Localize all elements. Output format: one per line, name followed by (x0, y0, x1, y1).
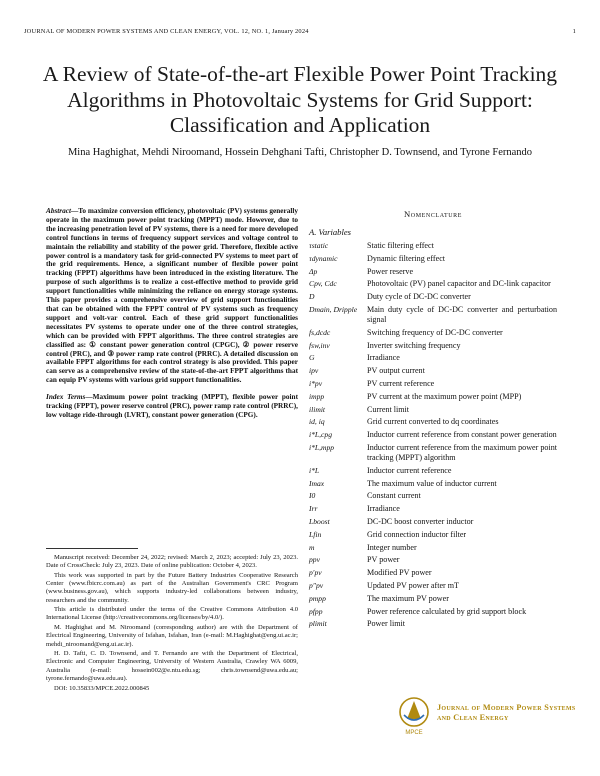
nomenclature-definition: The maximum value of inductor current (367, 478, 497, 488)
nomenclature-definition: Inductor current reference (367, 465, 452, 475)
running-header (24, 28, 576, 40)
nomenclature-entry (309, 479, 557, 489)
nomenclature-symbol: Imax (309, 478, 325, 488)
nomenclature-definition: Current limit (367, 404, 410, 414)
nomenclature-entry (309, 305, 557, 325)
nomenclature-symbol: i*L,cpg (309, 430, 332, 440)
nomenclature-symbol: ilimit (309, 404, 326, 414)
nomenclature-entry (309, 379, 557, 389)
abstract-label: Abstract (46, 207, 71, 215)
nomenclature-definition: PV current at the maximum power point (MPP) (367, 391, 522, 401)
nomenclature-definition: Irradiance (367, 504, 400, 514)
publisher-name-line1: Journal of Modern Power Systems (437, 703, 576, 712)
nomenclature-symbol: p″pv (309, 580, 324, 590)
abstract (46, 207, 298, 385)
nomenclature-definition: Power reserve (367, 266, 414, 276)
nomenclature-symbol: i*pv (309, 378, 323, 388)
nomenclature-entry (309, 279, 557, 289)
footnotes (46, 554, 298, 695)
nomenclature-entry (309, 619, 557, 629)
nomenclature-symbol: pmpp (309, 593, 326, 603)
footnote-license: This article is distributed under the terms of the Creative Commons Attribution 4.0 International License (http://creativecommons.org/licenses/by/4.0/). (46, 606, 298, 622)
nomenclature-definition: Duty cycle of DC-DC converter (367, 292, 471, 302)
nomenclature-symbol: Lboost (309, 516, 330, 526)
nomenclature-definition: Dynamic filtering effect (367, 253, 446, 263)
paper-title: A Review of State-of-the-art Flexible Power Point Tracking Algorithms in Photovoltaic Systems for Grid Support: Classification and Application (42, 62, 558, 137)
nomenclature-symbol: Dmain, Dripple (309, 304, 358, 314)
nomenclature-symbol: ipv (309, 366, 319, 376)
doi: DOI: 10.35833/MPCE.2022.000845 (54, 685, 150, 693)
nomenclature-symbol: plimit (309, 619, 327, 629)
nomenclature-symbol: Δp (309, 266, 318, 276)
nomenclature-symbol: I0 (309, 491, 316, 501)
nomenclature-definition: Inductor current reference from constant power generation (367, 430, 557, 440)
nomenclature-entry (309, 267, 557, 277)
nomenclature-definition: Integer number (367, 542, 417, 552)
publisher-logo-icon (395, 695, 433, 737)
nomenclature-definition: Power reference calculated by grid support block (367, 606, 527, 616)
nomenclature-definition: Photovoltaic (PV) panel capacitor and DC-link capacitor (367, 279, 551, 289)
nomenclature-definition: Static filtering effect (367, 241, 434, 250)
nomenclature-entry (309, 405, 557, 415)
nomenclature-definition: DC-DC boost converter inductor (367, 516, 474, 526)
nomenclature-symbol: τdynamic (309, 253, 338, 263)
nomenclature-symbol: Cpv, Cdc (309, 279, 337, 289)
nomenclature-entry (309, 430, 557, 440)
nomenclature-list (309, 241, 557, 629)
nomenclature-entry (309, 530, 557, 540)
nomenclature-entry (309, 491, 557, 501)
nomenclature-entry (309, 594, 557, 604)
nomenclature-entry (309, 568, 557, 578)
variables-subhead: A. Variables (309, 227, 352, 237)
nomenclature-definition: Constant current (367, 491, 421, 501)
nomenclature-symbol: G (309, 353, 315, 363)
footnote-affiliation-2: H. D. Tafti, C. D. Townsend, and T. Fernando are with the Department of Electrical, Electronic and Computer Engineering, University of Western Australia, Crawley WA 6009, Australia (e-mail: hossein002@e.ntu.edu.sg; chris.townsend@uwa.edu.au; tyrone.fernando@uwa.edu.au). (46, 650, 298, 682)
publisher-logo-block (393, 694, 576, 740)
nomenclature-definition: Updated PV power after mT (367, 580, 460, 590)
nomenclature-entry (309, 417, 557, 427)
nomenclature-definition: Switching frequency of DC-DC converter (367, 327, 503, 337)
nomenclature-entry (309, 517, 557, 527)
nomenclature-entry (309, 254, 557, 264)
nomenclature-entry (309, 443, 557, 463)
nomenclature-definition: Inverter switching frequency (367, 340, 461, 350)
nomenclature-definition: PV output current (367, 366, 425, 376)
nomenclature-entry (309, 466, 557, 476)
nomenclature-entry (309, 607, 557, 617)
nomenclature-entry (309, 328, 557, 338)
nomenclature-symbol: fsw,inv (309, 340, 330, 350)
nomenclature-symbol: i*L (309, 465, 320, 475)
nomenclature-title: Nomenclature (403, 209, 463, 219)
footnote-funding: This work was supported in part by the Future Battery Industries Cooperative Research Center (www.fbicrc.com.au) as part of the Australian Government's CRC Program (www.business.gov.au), which supports industry-led collaborations between industry, researchers and the community. (46, 571, 298, 604)
nomenclature-section (309, 207, 557, 632)
nomenclature-entry (309, 581, 557, 591)
nomenclature-entry (309, 353, 557, 363)
nomenclature-entry (309, 392, 557, 402)
index-terms-label: Index Terms (46, 393, 86, 402)
footnote-dates: Manuscript received: December 24, 2022; revised: March 2, 2023; accepted: July 23, 2023. Date of CrossCheck: July 23, 2023. Date of online publication: October 4, 2023. (46, 554, 298, 570)
nomenclature-symbol: m (309, 542, 315, 552)
nomenclature-entry (309, 543, 557, 553)
nomenclature-definition: PV current reference (367, 378, 435, 388)
footnote-rule (46, 548, 138, 549)
nomenclature-symbol: Irr (309, 504, 318, 514)
nomenclature-definition: Grid current converted to dq coordinates (367, 417, 499, 427)
nomenclature-definition: Irradiance (367, 353, 400, 363)
nomenclature-symbol: fs,dcdc (309, 327, 331, 337)
nomenclature-definition: Grid connection inductor filter (367, 529, 467, 539)
nomenclature-symbol: τstatic (309, 241, 329, 250)
index-terms-text: —Maximum power point tracking (MPPT), flexible power point tracking (FPPT), power reserve control (PRC), power ramp rate control (PRRC), low voltage ride-through (LVRT), constant power generation (CPG). (46, 393, 298, 419)
nomenclature-symbol: id, iq (309, 417, 325, 427)
page-number: 1 (572, 28, 576, 35)
nomenclature-definition: Inductor current reference from the maximum power point tracking (MPPT) algorithm (367, 442, 557, 462)
nomenclature-entry (309, 292, 557, 302)
nomenclature-symbol: pfpp (309, 606, 323, 616)
nomenclature-entry (309, 555, 557, 565)
author-list: Mina Haghighat, Mehdi Niroomand, Hossein Dehghani Tafti, Christopher D. Townsend, and Tyrone Fernando (67, 147, 533, 158)
journal-header: JOURNAL OF MODERN POWER SYSTEMS AND CLEAN ENERGY, VOL. 12, NO. 1, January 2024 (24, 28, 309, 35)
nomenclature-definition: The maximum PV power (367, 593, 449, 603)
logo-text: MPCE (405, 730, 423, 736)
nomenclature-entry (309, 341, 557, 351)
index-terms (46, 393, 298, 420)
nomenclature-definition: Power limit (367, 619, 405, 629)
nomenclature-entry (309, 241, 557, 251)
nomenclature-symbol: Lfin (309, 529, 322, 539)
nomenclature-symbol: impp (309, 391, 325, 401)
nomenclature-symbol: i*L,mpp (309, 442, 335, 452)
left-column (46, 207, 298, 420)
nomenclature-entry (309, 366, 557, 376)
footnote-affiliation-1: M. Haghighat and M. Niroomand (corresponding author) are with the Department of Electrical Engineering, University of Isfahan, Isfahan, Iran (e-mail: M.Haghighat@eng.ui.ac.ir; mehdi_niroomand@eng.ui.ac.ir). (46, 624, 298, 648)
nomenclature-symbol: p′pv (309, 568, 322, 578)
nomenclature-definition: PV power (367, 555, 400, 565)
abstract-text: —To maximize conversion efficiency, photovoltaic (PV) systems generally operate in the maximum power point tracking (MPPT) mode. However, due to the increasing penetration level of PV systems, there is a need for more developed control functions in terms of frequency support services and voltage control to maintain the reliability and stability of the power grid. Therefore, flexible active power control is a mandatory task for grid-connected PV systems to meet part of the grid requirements. Hence, a significant number of flexible power point tracking (FPPT) algorithms have been introduced in the existing literature. The purpose of such algorithms is to realize a cost-effective method to provide grid support functionalities while minimizing the reliance on energy storage systems. This paper provides a comprehensive overview of grid support functionalities that can be obtained with the FPPT control of PV systems such as frequency support and volt-var control. Each of these grid support functionalities necessitates PV systems to operate under one of the three control strategies, which can be provided with FPPT algorithms. The three control strategies are classified as: ① constant power generation control (CPGC), ② power reserve control (PRC), and ③ power ramp rate control (PRRC). A detailed discussion on available FPPT algorithms for each control strategy is also provided. This paper can serve as a comprehensive review of the state-of-the-art FPPT algorithms that can equip PV systems with various grid support functionalities. (46, 207, 298, 385)
publisher-name-line2: and Clean Energy (437, 713, 509, 722)
nomenclature-symbol: D (309, 292, 315, 302)
publisher-name (437, 703, 587, 723)
nomenclature-symbol: ppv (309, 555, 320, 565)
nomenclature-entry (309, 504, 557, 514)
nomenclature-definition: Main duty cycle of DC-DC converter and perturbation signal (367, 304, 557, 324)
nomenclature-definition: Modified PV power (367, 568, 432, 578)
